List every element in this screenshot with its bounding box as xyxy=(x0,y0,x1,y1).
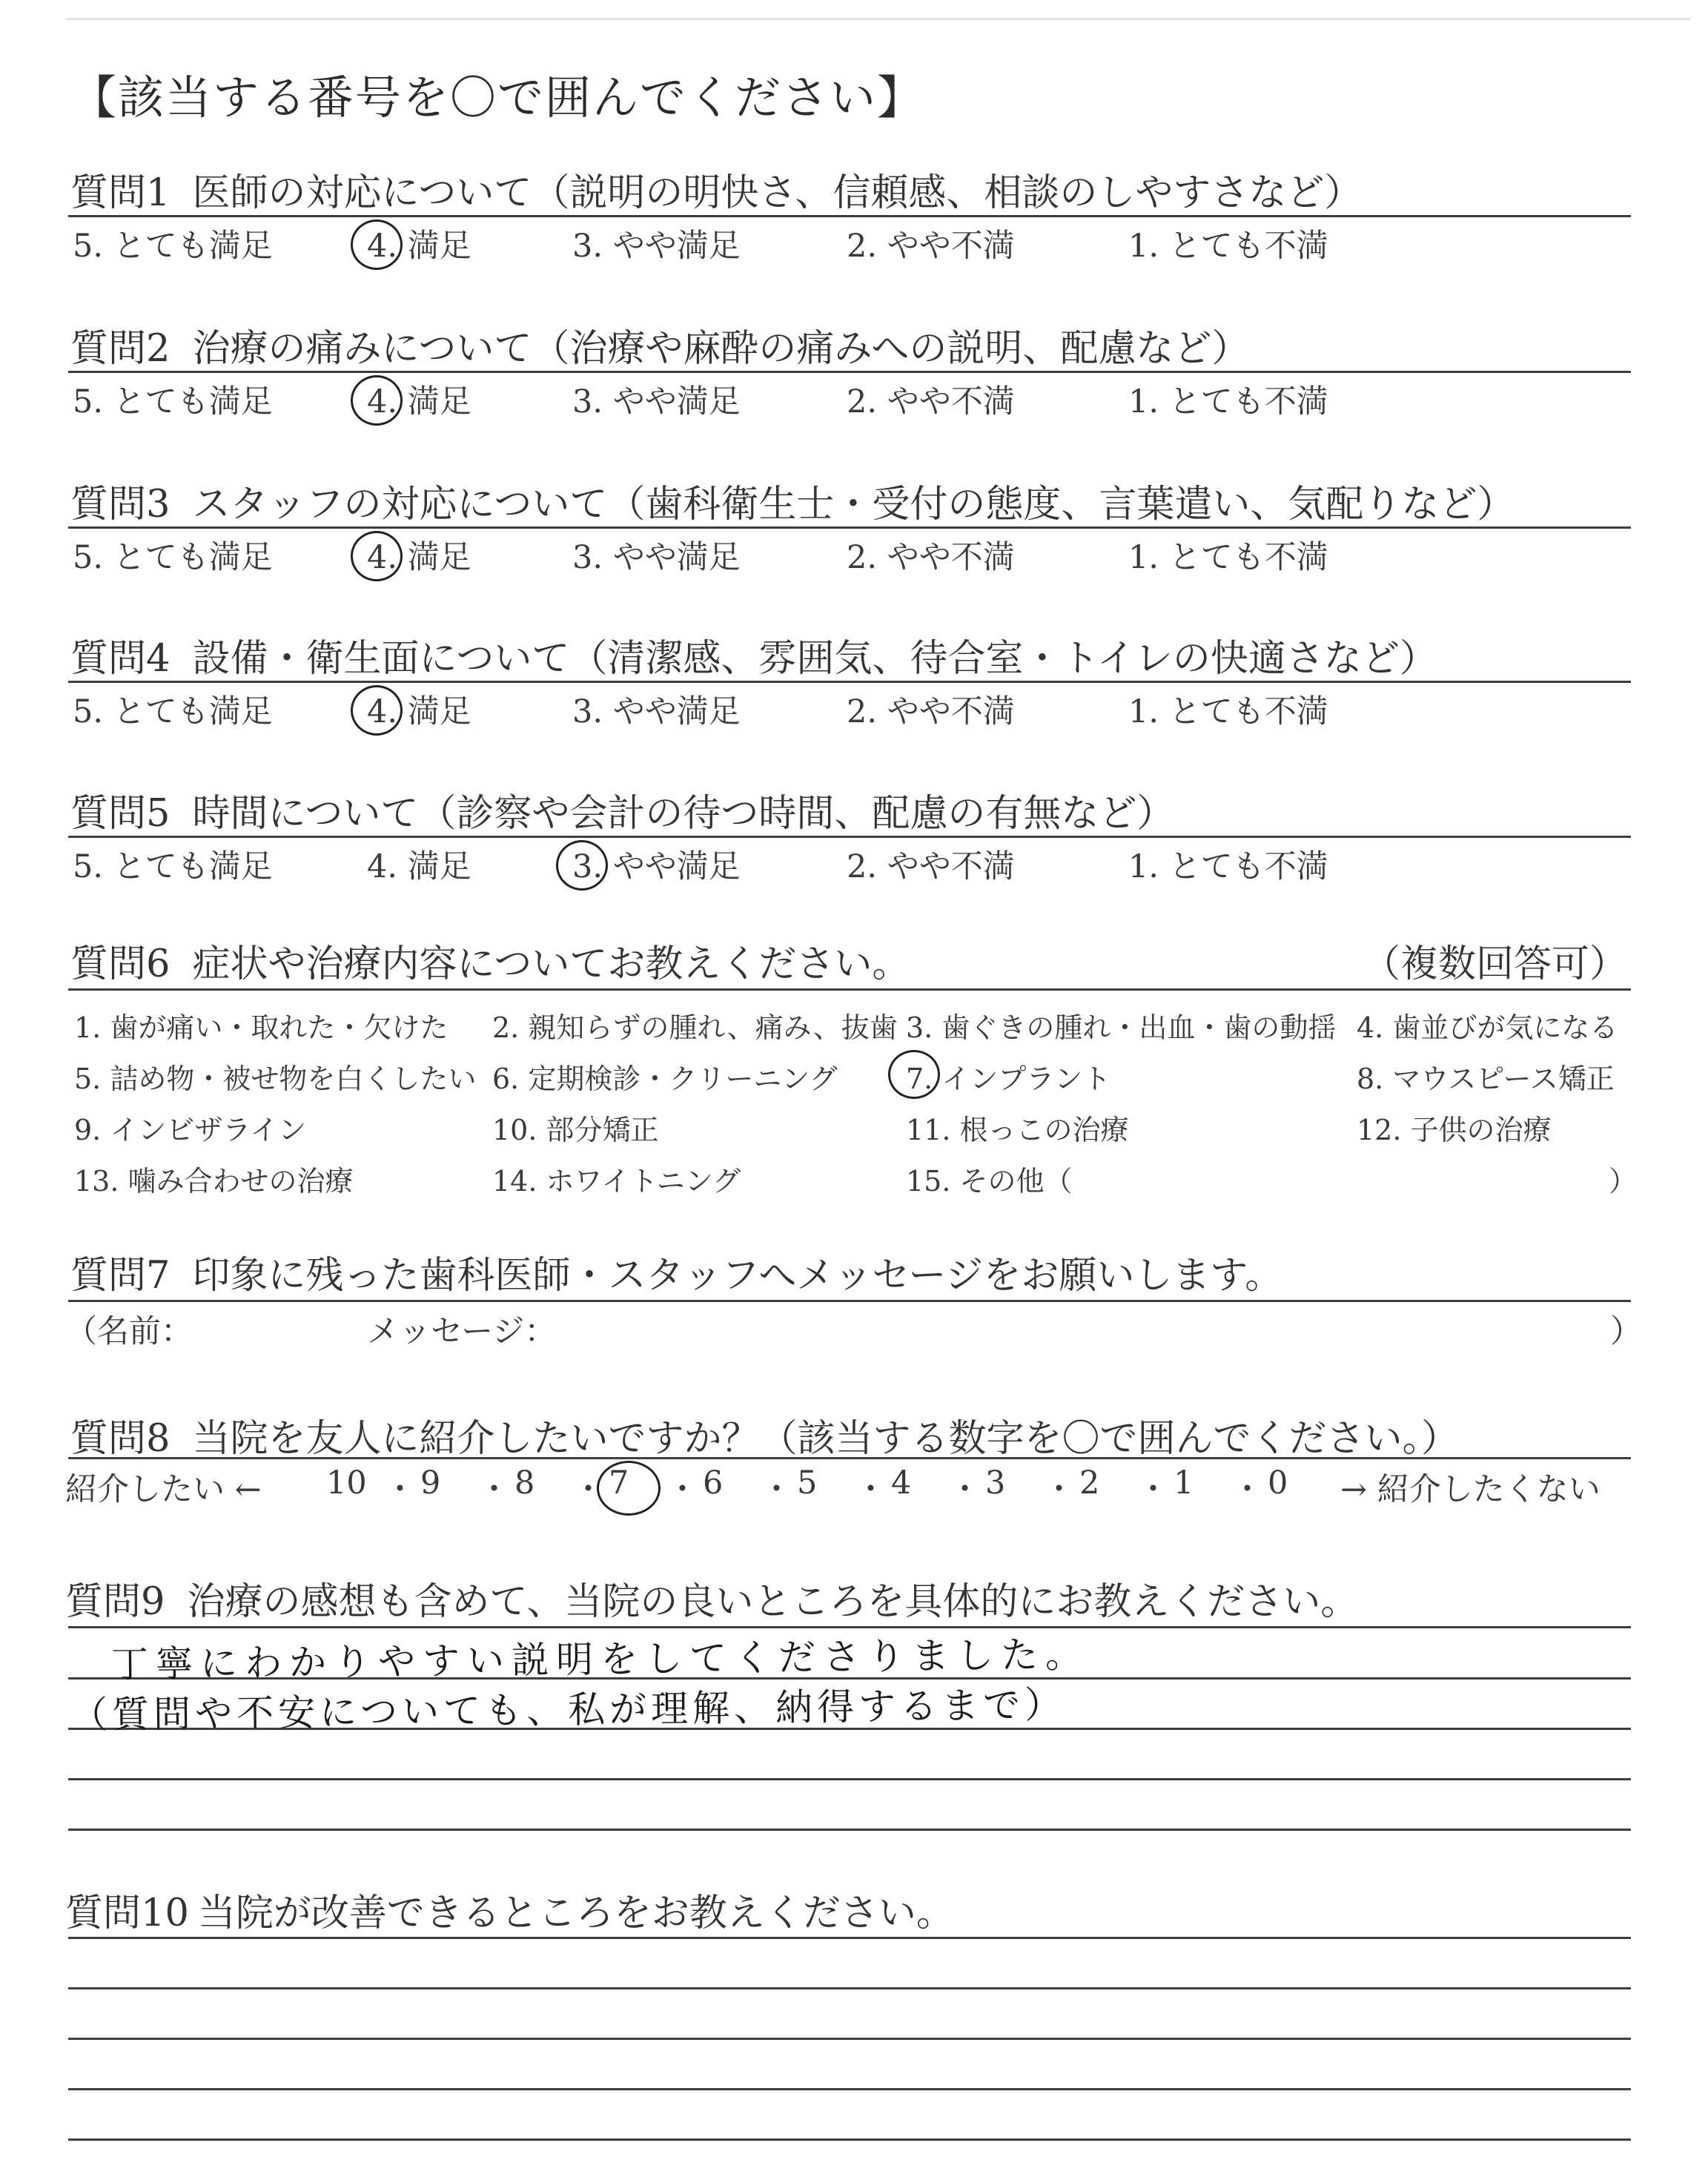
q9-answer-line-1[interactable]: 丁寧にわかりやすい説明をしてくださりました。 xyxy=(110,1633,1090,1686)
q5-heading xyxy=(70,782,1174,837)
q6-option-6[interactable]: 6. 定期検診・クリーニング xyxy=(492,1063,838,1095)
q3-option-4[interactable]: 4. 満足 xyxy=(367,539,471,576)
q3-selection-circle[interactable] xyxy=(351,531,403,581)
q8-scale-6[interactable]: 6 xyxy=(703,1464,724,1502)
q7-message-label: メッセージ： xyxy=(367,1313,557,1350)
q8-selection-circle[interactable] xyxy=(597,1461,661,1516)
q8-scale-7[interactable]: 7 xyxy=(609,1464,629,1502)
q3-option-1[interactable]: 1. とても不満 xyxy=(1128,539,1328,576)
q2-text: 治療の痛みについて（治療や麻酔の痛みへの説明、配慮など） xyxy=(192,327,1250,371)
q1-option-3[interactable]: 3. やや満足 xyxy=(572,228,741,265)
q3-heading xyxy=(70,473,1515,528)
q10-text: 当院が改善できるところをお教えください。 xyxy=(197,1892,954,1935)
q6-other-close: ） xyxy=(1609,1165,1638,1198)
q9-rule-5 xyxy=(68,1829,1631,1831)
q8-scale-separator: ・ xyxy=(666,1471,698,1508)
q4-number: 質問4 xyxy=(70,637,171,681)
q5-text: 時間について（診察や会計の待つ時間、配慮の有無など） xyxy=(192,792,1175,836)
q1-heading xyxy=(70,162,1362,217)
q8-scale-3[interactable]: 3 xyxy=(985,1464,1006,1502)
q2-heading xyxy=(70,317,1249,372)
q4-option-5[interactable]: 5. とても満足 xyxy=(73,693,273,730)
q6-option-5[interactable]: 5. 詰め物・被せ物を白くしたい xyxy=(74,1063,477,1095)
q8-scale-9[interactable]: 9 xyxy=(420,1464,441,1502)
q4-heading xyxy=(70,627,1437,682)
q4-option-4[interactable]: 4. 満足 xyxy=(367,693,471,730)
q8-scale-separator: ・ xyxy=(572,1471,604,1508)
q6-heading xyxy=(70,933,910,988)
top-border xyxy=(67,18,1690,20)
q1-rule xyxy=(68,215,1631,217)
q3-number: 質問3 xyxy=(70,483,171,526)
q8-scale-5[interactable]: 5 xyxy=(797,1464,818,1502)
q1-text: 医師の対応について（説明の明快さ、信頼感、相談のしやすさなど） xyxy=(192,171,1363,215)
q7-heading xyxy=(70,1244,1282,1299)
q6-option-15[interactable]: 15. その他（ xyxy=(906,1165,1073,1198)
q4-option-1[interactable]: 1. とても不満 xyxy=(1128,693,1328,730)
q9-text: 治療の感想も含めて、当院の良いところを具体的にお教えください。 xyxy=(187,1580,1359,1624)
q7-name-label: （名前： xyxy=(65,1313,193,1350)
q5-rule xyxy=(68,836,1631,838)
q3-option-2[interactable]: 2. やや不満 xyxy=(847,539,1015,576)
q6-option-4[interactable]: 4. 歯並びが気になる xyxy=(1357,1011,1618,1044)
q8-scale-1[interactable]: 1 xyxy=(1174,1464,1194,1502)
q10-rule-2 xyxy=(68,1987,1631,1989)
q4-option-2[interactable]: 2. やや不満 xyxy=(847,693,1015,730)
q6-option-12[interactable]: 12. 子供の治療 xyxy=(1357,1114,1552,1146)
q4-selection-circle[interactable] xyxy=(351,685,403,736)
q6-option-1[interactable]: 1. 歯が痛い・取れた・欠けた xyxy=(74,1011,448,1044)
q7-text: 印象に残った歯科医師・スタッフへメッセージをお願いします。 xyxy=(192,1254,1283,1298)
q6-option-8[interactable]: 8. マウスピース矯正 xyxy=(1357,1063,1615,1095)
page-title: 【該当する番号を〇で囲んでください】 xyxy=(70,70,925,125)
q8-scale-10[interactable]: 10 xyxy=(326,1464,367,1502)
q8-scale-separator: ・ xyxy=(1137,1471,1169,1508)
q4-option-3[interactable]: 3. やや満足 xyxy=(572,693,741,730)
q5-option-5[interactable]: 5. とても満足 xyxy=(73,848,273,885)
q6-option-13[interactable]: 13. 噛み合わせの治療 xyxy=(74,1165,354,1198)
q5-option-4[interactable]: 4. 満足 xyxy=(367,848,471,885)
q10-rule-3 xyxy=(68,2038,1631,2040)
q8-number: 質問8 xyxy=(70,1417,171,1461)
q8-scale-separator: ・ xyxy=(949,1471,981,1508)
q4-text: 設備・衛生面について（清潔感、雰囲気、待合室・トイレの快適さなど） xyxy=(192,637,1437,681)
q1-option-5[interactable]: 5. とても満足 xyxy=(73,228,273,265)
q3-text: スタッフの対応について（歯科衛生士・受付の態度、言葉遣い、気配りなど） xyxy=(192,483,1515,526)
q1-number: 質問1 xyxy=(70,171,171,215)
q1-option-2[interactable]: 2. やや不満 xyxy=(847,228,1015,265)
q3-option-3[interactable]: 3. やや満足 xyxy=(572,539,741,576)
q7-number: 質問7 xyxy=(70,1254,171,1298)
q6-text: 症状や治療内容についてお教えください。 xyxy=(192,942,910,986)
q3-rule xyxy=(68,526,1631,529)
q6-option-2[interactable]: 2. 親知らずの腫れ、痛み、抜歯 xyxy=(492,1011,898,1044)
q2-selection-circle[interactable] xyxy=(351,375,403,426)
q8-rule xyxy=(68,1457,1631,1459)
q2-option-4[interactable]: 4. 満足 xyxy=(367,383,471,420)
q7-close-paren: ） xyxy=(1610,1313,1642,1350)
q8-scale-separator: ・ xyxy=(761,1471,792,1508)
q6-note: （複数回答可） xyxy=(1363,942,1628,986)
q5-option-1[interactable]: 1. とても不満 xyxy=(1128,848,1328,885)
q2-option-5[interactable]: 5. とても満足 xyxy=(73,383,273,420)
q6-option-14[interactable]: 14. ホワイトニング xyxy=(492,1165,741,1198)
q4-rule xyxy=(68,681,1631,683)
q9-number: 質問9 xyxy=(65,1580,165,1624)
q8-scale-separator: ・ xyxy=(478,1471,510,1508)
q2-number: 質問2 xyxy=(70,327,171,371)
q6-option-9[interactable]: 9. インビザライン xyxy=(74,1114,307,1146)
q3-option-5[interactable]: 5. とても満足 xyxy=(73,539,273,576)
q1-selection-circle[interactable] xyxy=(351,219,403,270)
q8-scale-separator: ・ xyxy=(384,1471,416,1508)
q6-selection-circle[interactable] xyxy=(888,1050,940,1099)
q8-right-label: → 紹介したくない xyxy=(1340,1471,1601,1508)
q10-rule-1 xyxy=(68,1937,1631,1939)
q8-scale-separator: ・ xyxy=(1231,1471,1263,1508)
q6-rule xyxy=(68,988,1631,991)
q8-scale-8[interactable]: 8 xyxy=(514,1464,535,1502)
q8-scale-separator: ・ xyxy=(855,1471,887,1508)
q5-option-3[interactable]: 3. やや満足 xyxy=(572,848,741,885)
q8-text: 当院を友人に紹介したいですか？（該当する数字を〇で囲んでください。） xyxy=(192,1417,1459,1461)
q10-rule-4 xyxy=(68,2088,1631,2090)
q6-option-11[interactable]: 11. 根っこの治療 xyxy=(906,1114,1129,1146)
q6-option-3[interactable]: 3. 歯ぐきの腫れ・出血・歯の動揺 xyxy=(906,1011,1337,1044)
q2-option-2[interactable]: 2. やや不満 xyxy=(847,383,1015,420)
q8-scale-2[interactable]: 2 xyxy=(1079,1464,1100,1502)
q5-selection-circle[interactable] xyxy=(556,840,608,891)
q1-option-1[interactable]: 1. とても不満 xyxy=(1128,228,1328,265)
q2-rule xyxy=(68,371,1631,373)
q7-rule xyxy=(68,1300,1631,1302)
q8-scale-separator: ・ xyxy=(1043,1471,1075,1508)
q9-heading xyxy=(65,1571,1358,1625)
q9-answer-line-2[interactable]: （質問や不安についても、私が理解、納得するまで） xyxy=(70,1682,1067,1737)
q2-option-3[interactable]: 3. やや満足 xyxy=(572,383,741,420)
q6-option-10[interactable]: 10. 部分矯正 xyxy=(492,1114,659,1146)
q2-option-1[interactable]: 1. とても不満 xyxy=(1128,383,1328,420)
q5-option-2[interactable]: 2. やや不満 xyxy=(847,848,1015,885)
q8-left-label: 紹介したい ← xyxy=(65,1471,262,1508)
q6-option-7[interactable]: 7. インプラント xyxy=(906,1063,1111,1095)
q9-rule-4 xyxy=(68,1778,1631,1780)
q10-number: 質問10 xyxy=(65,1892,189,1935)
q8-scale-0[interactable]: 0 xyxy=(1268,1464,1288,1502)
q8-heading xyxy=(70,1407,1459,1462)
q10-heading xyxy=(65,1882,954,1937)
q8-scale-4[interactable]: 4 xyxy=(891,1464,912,1502)
q10-rule-5 xyxy=(68,2138,1631,2141)
q1-option-4[interactable]: 4. 満足 xyxy=(367,228,471,265)
q5-number: 質問5 xyxy=(70,792,171,836)
q6-number: 質問6 xyxy=(70,942,171,986)
